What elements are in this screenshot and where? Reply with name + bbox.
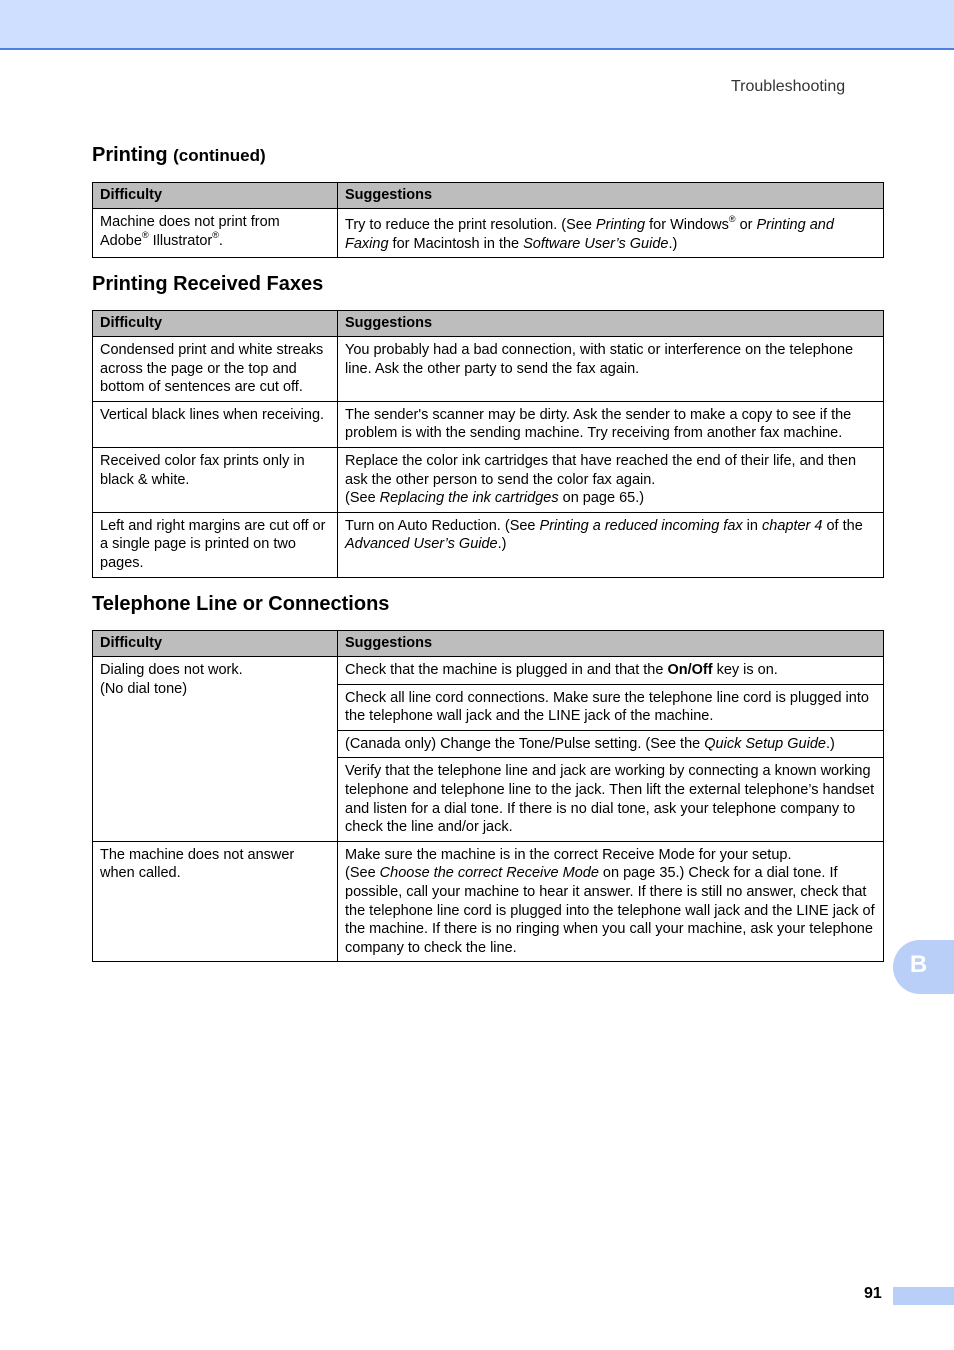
column-header-difficulty: Difficulty <box>93 311 338 337</box>
section-title-text: Printing <box>92 144 168 166</box>
section-title-received-faxes: Printing Received Faxes <box>92 273 324 295</box>
suggestion-cell: Make sure the machine is in the correct Receive Mode for your setup. (See Choose the correct Receive Mode on page 35.) Check for a dial tone. If possible, call your machine to hear it answer. If there is still no answer, check that the telephone line cord is plugged into the telephone wall jack and the LINE jack of the machine. If there is no ringing when you call your machine, ask your telephone company to check the line. <box>338 841 884 962</box>
table-row <box>93 657 884 685</box>
printing-table <box>92 182 884 258</box>
suggestion-cell: (Canada only) Change the Tone/Pulse setting. (See the Quick Setup Guide.) <box>338 730 884 758</box>
chapter-tab: B <box>893 940 954 994</box>
suggestion-cell: Try to reduce the print resolution. (See Printing for Windows® or Printing and Faxing for Macintosh in the Software User’s Guide.) <box>338 209 884 258</box>
suggestion-cell: Check that the machine is plugged in and that the On/Off key is on. <box>338 657 884 685</box>
difficulty-cell: Vertical black lines when receiving. <box>93 401 338 447</box>
column-header-suggestions: Suggestions <box>338 183 884 209</box>
footer-bar <box>893 1287 954 1305</box>
column-header-suggestions: Suggestions <box>338 311 884 337</box>
difficulty-cell: Machine does not print from Adobe® Illustrator®. <box>93 209 338 258</box>
continued-label: (continued) <box>173 146 266 165</box>
telephone-table <box>92 630 884 962</box>
table-row <box>93 512 884 577</box>
table-header-row <box>93 631 884 657</box>
suggestion-cell: Turn on Auto Reduction. (See Printing a reduced incoming fax in chapter 4 of the Advanced User’s Guide.) <box>338 512 884 577</box>
section-title-printing <box>92 144 266 167</box>
column-header-difficulty: Difficulty <box>93 631 338 657</box>
difficulty-cell: Condensed print and white streaks across the page or the top and bottom of sentences are cut off. <box>93 337 338 402</box>
suggestion-cell: You probably had a bad connection, with static or interference on the telephone line. Ask the other party to send the fax again. <box>338 337 884 402</box>
difficulty-cell: The machine does not answer when called. <box>93 841 338 962</box>
table-row <box>93 337 884 402</box>
table-row <box>93 401 884 447</box>
received-faxes-table <box>92 310 884 578</box>
difficulty-cell: Dialing does not work. (No dial tone) <box>93 657 338 842</box>
table-row <box>93 841 884 962</box>
header-band <box>0 0 954 50</box>
column-header-suggestions: Suggestions <box>338 631 884 657</box>
difficulty-cell: Received color fax prints only in black & white. <box>93 447 338 512</box>
table-row <box>93 209 884 258</box>
table-header-row <box>93 311 884 337</box>
page-number: 91 <box>864 1285 882 1302</box>
suggestion-cell: The sender's scanner may be dirty. Ask the sender to make a copy to see if the problem is with the sending machine. Try receiving from another fax machine. <box>338 401 884 447</box>
difficulty-cell: Left and right margins are cut off or a single page is printed on two pages. <box>93 512 338 577</box>
table-row <box>93 447 884 512</box>
section-title-telephone: Telephone Line or Connections <box>92 593 390 615</box>
running-head: Troubleshooting <box>731 78 846 95</box>
table-header-row <box>93 183 884 209</box>
suggestion-cell: Replace the color ink cartridges that have reached the end of their life, and then ask the other person to send the color fax again. (See Replacing the ink cartridges on page 65.) <box>338 447 884 512</box>
column-header-difficulty: Difficulty <box>93 183 338 209</box>
suggestion-cell: Check all line cord connections. Make sure the telephone line cord is plugged into the telephone wall jack and the LINE jack of the machine. <box>338 684 884 730</box>
suggestion-cell: Verify that the telephone line and jack are working by connecting a known working telephone and telephone line to the jack. Then lift the external telephone’s handset and listen for a dial tone. If there is no dial tone, ask your telephone company to check the line and/or jack. <box>338 758 884 841</box>
